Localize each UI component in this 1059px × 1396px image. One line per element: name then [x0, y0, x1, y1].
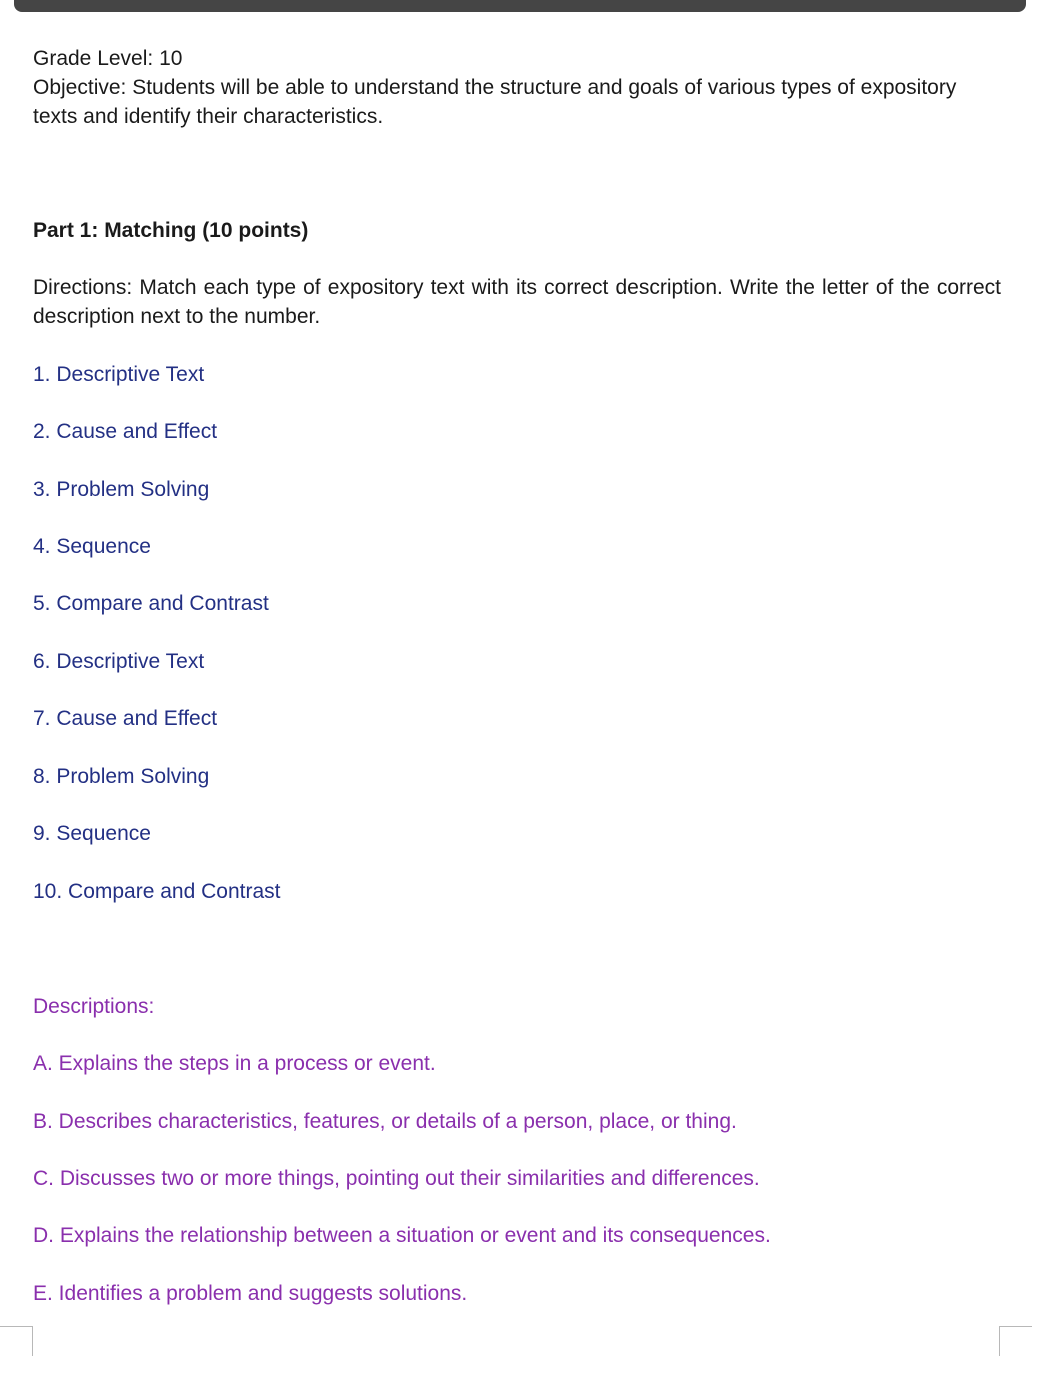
directions: Directions: Match each type of expository text with its correct description. Write the letter of the correct description next to the number. [33, 276, 1001, 328]
list-item: 1. Descriptive Text [33, 363, 205, 386]
page-margin-corner-left [0, 1326, 33, 1356]
objective: Objective: Students will be able to understand the structure and goals of various types of expository texts and identify their characteristics. [33, 76, 957, 128]
description-item: C. Discusses two or more things, pointing out their similarities and differences. [33, 1167, 760, 1190]
list-item: 10. Compare and Contrast [33, 880, 281, 903]
list-item: 9. Sequence [33, 822, 151, 845]
descriptions-heading: Descriptions: [33, 995, 155, 1018]
description-item: D. Explains the relationship between a situation or event and its consequences. [33, 1224, 771, 1247]
top-toolbar-strip [14, 0, 1026, 12]
list-item: 8. Problem Solving [33, 765, 210, 788]
description-item: E. Identifies a problem and suggests solutions. [33, 1282, 468, 1305]
part-title: Part 1: Matching (10 points) [33, 219, 309, 242]
list-item: 2. Cause and Effect [33, 420, 218, 443]
list-item: 6. Descriptive Text [33, 650, 205, 673]
grade-level: Grade Level: 10 [33, 47, 183, 70]
list-item: 7. Cause and Effect [33, 707, 218, 730]
description-item: B. Describes characteristics, features, or details of a person, place, or thing. [33, 1110, 737, 1133]
page-margin-corner-right [999, 1326, 1032, 1356]
list-item: 3. Problem Solving [33, 478, 210, 501]
list-item: 5. Compare and Contrast [33, 592, 269, 615]
list-item: 4. Sequence [33, 535, 151, 558]
description-item: A. Explains the steps in a process or event. [33, 1052, 436, 1075]
